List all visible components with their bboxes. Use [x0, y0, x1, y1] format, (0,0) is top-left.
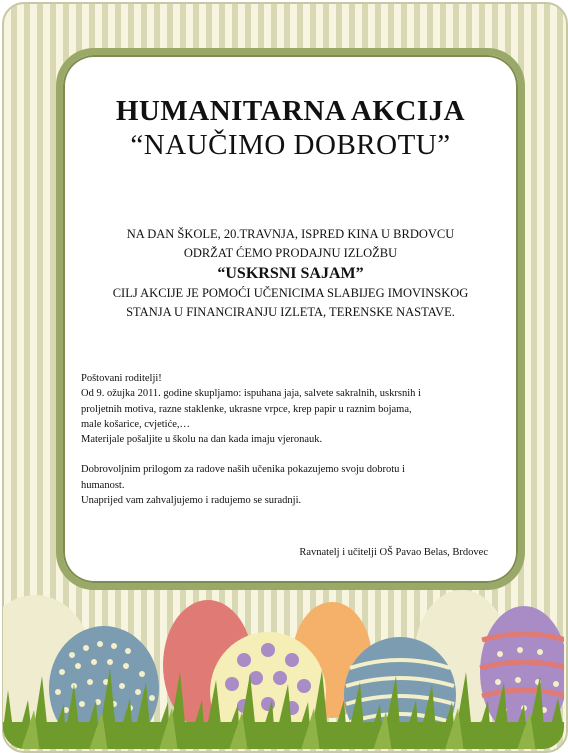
fair-name: “USKRSNI SAJAM” [217, 265, 364, 282]
letter-line-5: Dobrovoljnim prilogom za radove naših učenika pokazujemo svoju dobrotu i [81, 464, 405, 476]
content-card [56, 48, 525, 590]
title-line-2: “NAUČIMO DOBROTU” [130, 129, 451, 161]
letter-line-7: Unaprijed vam zahvaljujemo i radujemo se suradnji. [81, 495, 302, 507]
title-line-1: HUMANITARNA AKCIJA [115, 95, 466, 127]
announcement-line-1: NA DAN ŠKOLE, 20.TRAVNJA, ISPRED KINA U BRDOVCU [126, 227, 455, 241]
letter-line-1: Od 9. ožujka 2011. godine skupljamo: ispuhana jaja, salvete sakralnih, uskrsnih i [81, 388, 421, 400]
announcement [63, 225, 518, 322]
letter-line-3: male košarice, cvjetiće,… [81, 418, 191, 430]
announcement-line-4: STANJA U FINANCIRANJU IZLETA, TERENSKE NASTAVE. [126, 305, 455, 319]
signature: Ravnatelj i učitelji OŠ Pavao Belas, Brdovec [299, 547, 488, 558]
letter-line-2: proljetnih motiva, razne staklenke, ukrasne vrpce, krep papir u raznim bojama, [81, 403, 412, 415]
poster [2, 2, 568, 753]
announcement-line-2: ODRŽAT ĆEMO PRODAJNU IZLOŽBU [183, 246, 398, 260]
announcement-line-3: CILJ AKCIJE JE POMOĆI UČENICIMA SLABIJEG IMOVINSKOG [112, 286, 469, 300]
letter-greeting: Poštovani roditelji! [81, 373, 162, 384]
letter-line-6: humanost. [81, 479, 125, 491]
letter-line-4: Materijale pošaljite u školu na dan kada imaju vjeronauk. [81, 434, 323, 446]
parents-letter [81, 371, 496, 508]
